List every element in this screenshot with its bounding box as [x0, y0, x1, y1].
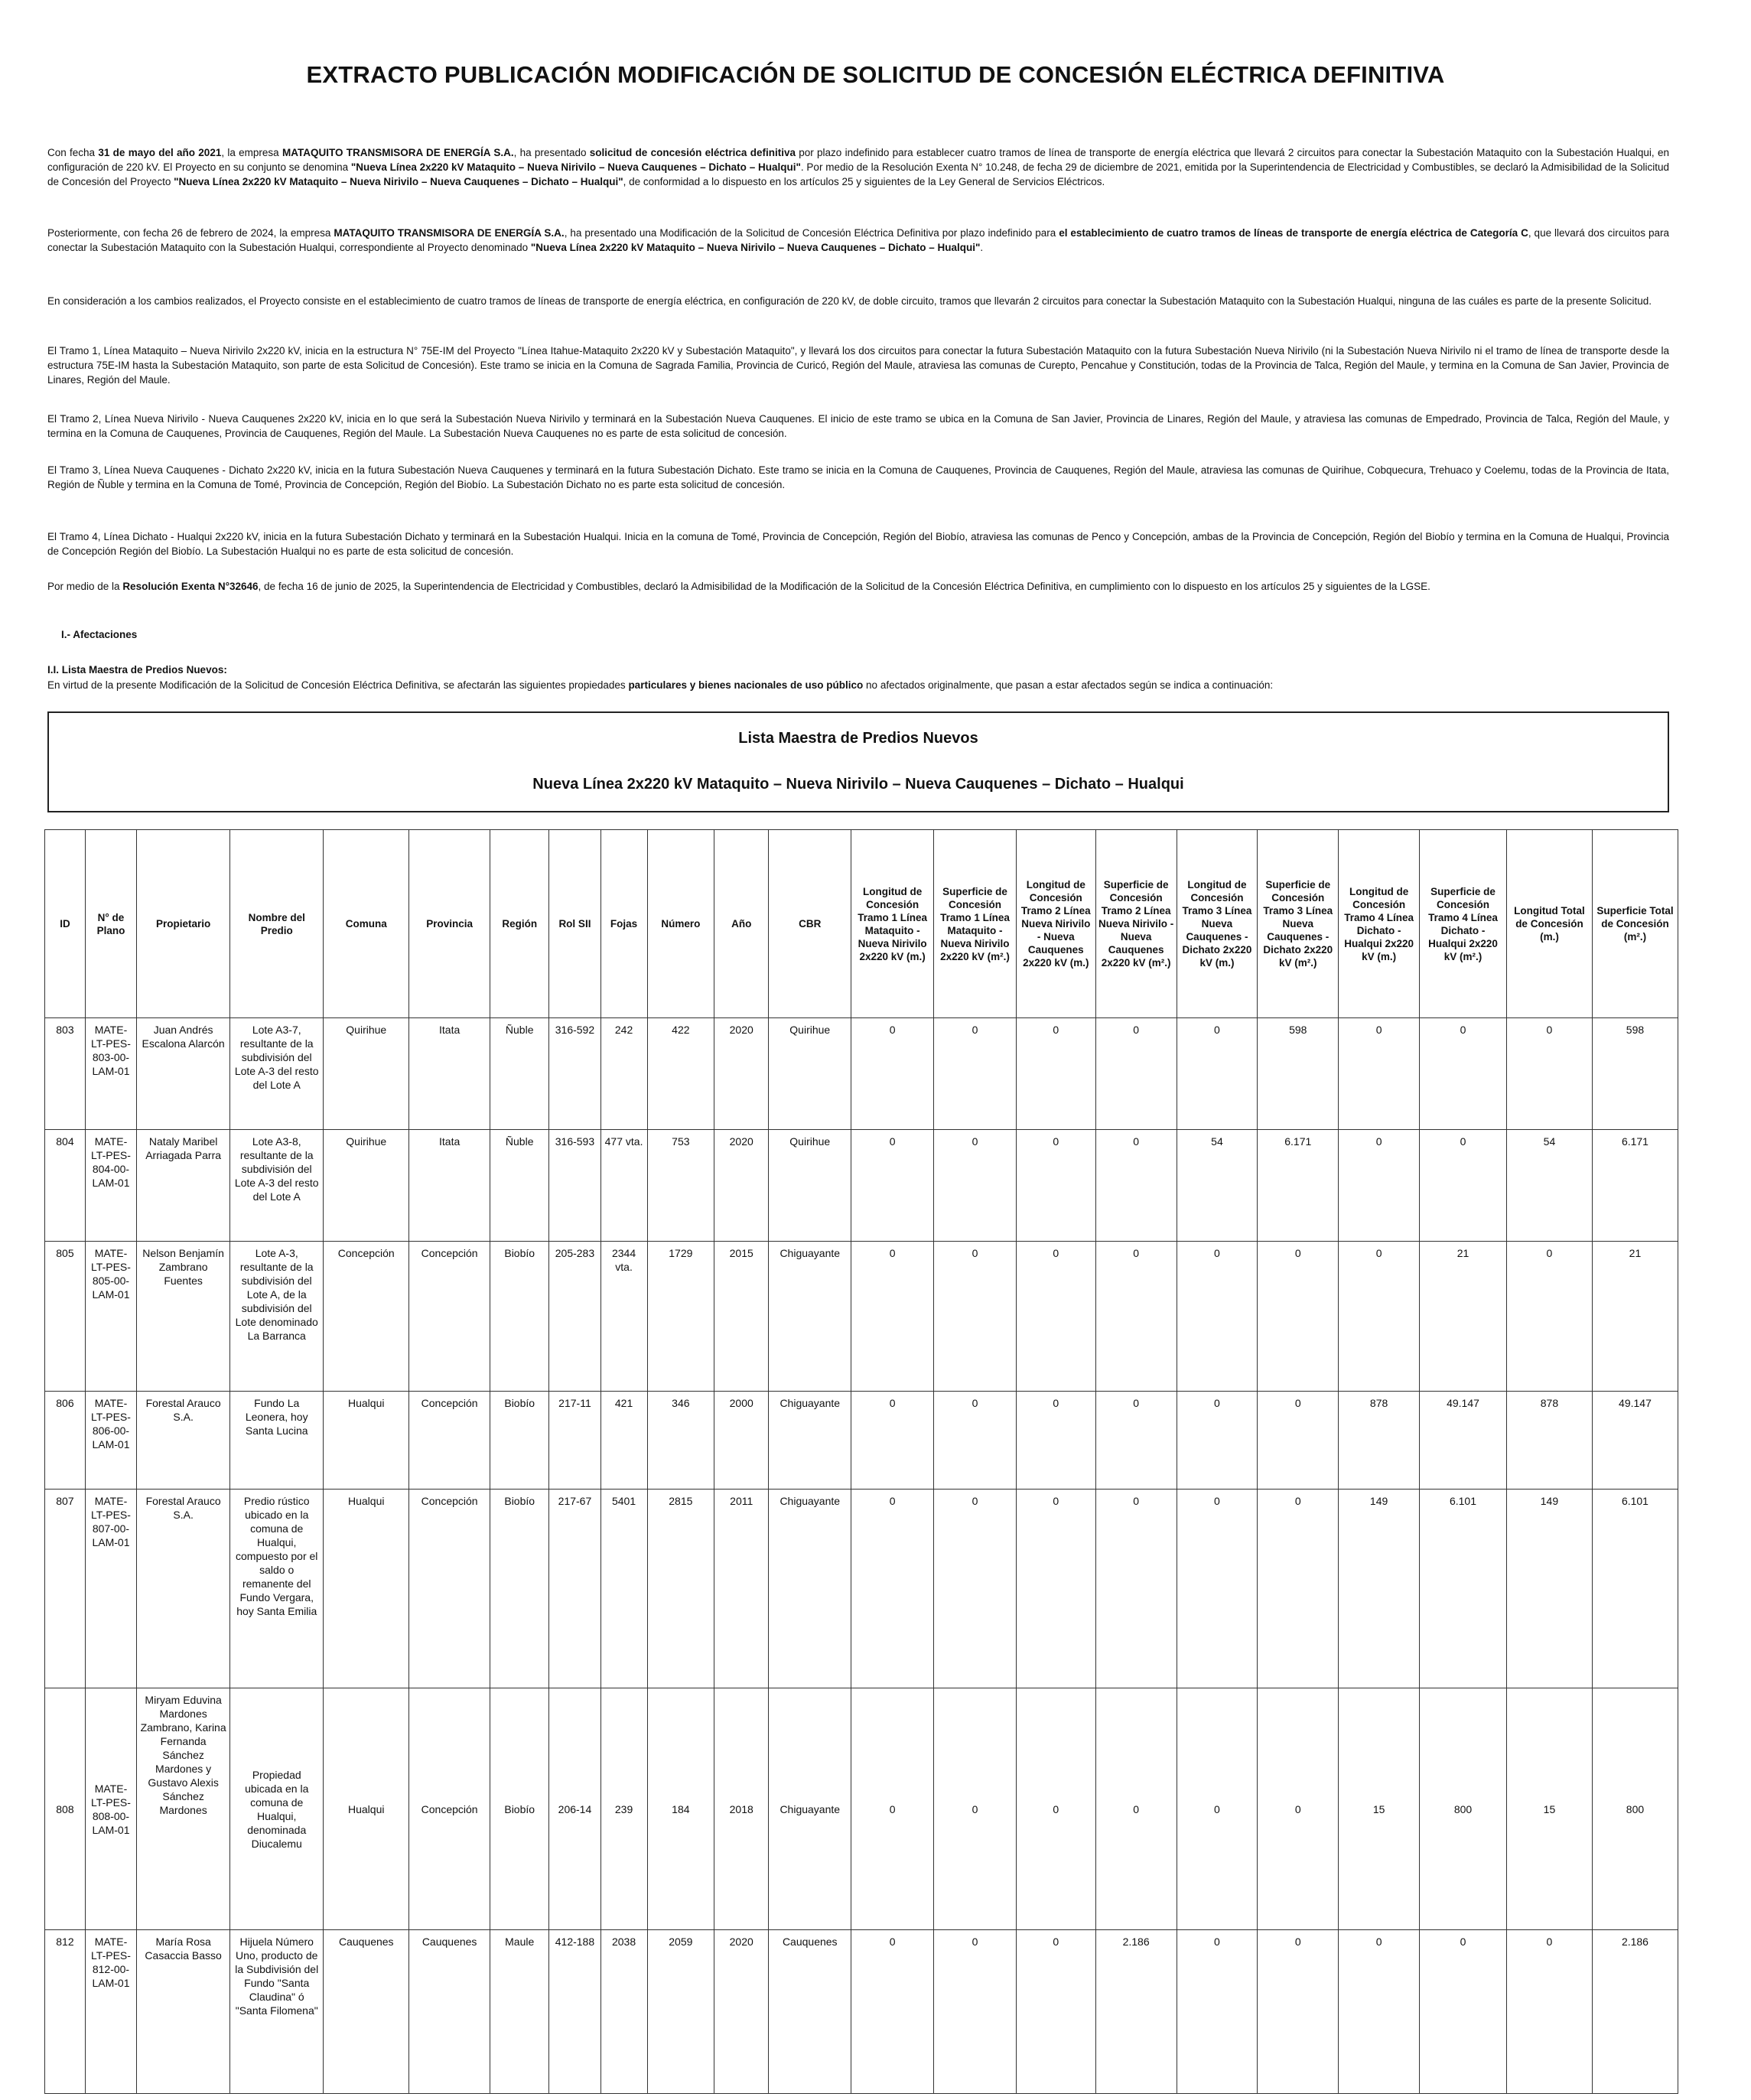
column-header: Longitud de Concesión Tramo 2 Línea Nueva Nirivilo - Nueva Cauquenes 2x220 kV (m.) — [1016, 830, 1095, 1018]
table-cell: Quirihue — [324, 1018, 409, 1130]
table-row — [45, 1018, 1678, 1130]
table-cell: 2000 — [714, 1392, 769, 1490]
document-title: EXTRACTO PUBLICACIÓN MODIFICACIÓN DE SOLICITUD DE CONCESIÓN ELÉCTRICA DEFINITIVA — [306, 61, 1445, 88]
table-cell: 0 — [1420, 1930, 1507, 2094]
table-row — [45, 1688, 1678, 1930]
table-cell: Itata — [409, 1018, 490, 1130]
table-cell: 0 — [934, 1930, 1017, 2094]
column-header: Longitud de Concesión Tramo 3 Línea Nueva Cauquenes - Dichato 2x220 kV (m.) — [1177, 830, 1258, 1018]
table-cell: Fundo La Leonera, hoy Santa Lucina — [230, 1392, 324, 1490]
table-cell: 0 — [1016, 1242, 1095, 1392]
table-cell: 0 — [1420, 1130, 1507, 1242]
table-cell: 2020 — [714, 1930, 769, 2094]
table-cell: Concepción — [324, 1242, 409, 1392]
table-cell: 2.186 — [1095, 1930, 1177, 2094]
table-cell: 598 — [1258, 1018, 1339, 1130]
table-cell: 149 — [1506, 1490, 1592, 1688]
column-header: Superficie de Concesión Tramo 1 Línea Mataquito - Nueva Nirivilo 2x220 kV (m².) — [934, 830, 1017, 1018]
afectaciones-heading: I.- Afectaciones — [61, 629, 138, 640]
table-cell: 0 — [1339, 1130, 1420, 1242]
table-cell: 0 — [1095, 1392, 1177, 1490]
table-cell: 0 — [1258, 1490, 1339, 1688]
table-cell: 0 — [1420, 1018, 1507, 1130]
table-cell: Biobío — [490, 1392, 549, 1490]
table-cell: 21 — [1420, 1242, 1507, 1392]
table-cell: 0 — [934, 1130, 1017, 1242]
table-cell: 0 — [851, 1018, 934, 1130]
column-header: Rol SII — [549, 830, 600, 1018]
table-cell: Cauquenes — [324, 1930, 409, 2094]
table-cell: Ñuble — [490, 1018, 549, 1130]
table-cell: Concepción — [409, 1490, 490, 1688]
paragraph-2: Posteriormente, con fecha 26 de febrero de 2024, la empresa MATAQUITO TRANSMISORA DE ENERGÍA S.A., ha presentado una Modificación de la Solicitud de Concesión Eléctrica Definitiva por plazo indefinido para el establecimiento de cuatro tramos de líneas de transporte de energía eléctrica de Categoría C, que llevará dos circuitos para conectar la Subestación Mataquito con la Subestación Hualqui, correspondiente al Proyecto denominado "Nueva Línea 2x220 kV Mataquito – Nueva Nirivilo – Nueva Cauquenes – Dichato – Hualqui". — [47, 227, 1669, 253]
paragraph-tramo-3: El Tramo 3, Línea Nueva Cauquenes - Dichato 2x220 kV, inicia en la futura Subestación Nueva Cauquenes y terminará en la futura Subestación Dichato. Este tramo se inicia en la Comuna de Cauquenes, Provincia de Cauquenes, Región del Maule, atraviesa las comunas de Quirihue, Cobquecura, Trehuaco y Coelemu, todas de la Provincia de Itata, Región de Ñuble y termina en la Comuna de Tomé, Provincia de Concepción, Región del Biobío. La Subestación Dichato no es parte esta solicitud de concesión. — [47, 464, 1669, 490]
column-header: Longitud de Concesión Tramo 4 Línea Dichato - Hualqui 2x220 kV (m.) — [1339, 830, 1420, 1018]
table-cell: 0 — [1095, 1130, 1177, 1242]
table-cell: 0 — [1258, 1242, 1339, 1392]
column-header: CBR — [769, 830, 851, 1018]
column-header: Comuna — [324, 830, 409, 1018]
column-header: Superficie de Concesión Tramo 4 Línea Dichato - Hualqui 2x220 kV (m².) — [1420, 830, 1507, 1018]
table-cell: Predio rústico ubicado en la comuna de Hualqui, compuesto por el saldo o remanente del Fundo Vergara, hoy Santa Emilia — [230, 1490, 324, 1688]
table-cell: 0 — [1016, 1490, 1095, 1688]
table-cell: MATE-LT-PES-808-00-LAM-01 — [85, 1688, 136, 1930]
table-cell: 2020 — [714, 1130, 769, 1242]
table-cell: MATE-LT-PES-803-00-LAM-01 — [85, 1018, 136, 1130]
table-cell: 316-593 — [549, 1130, 600, 1242]
table-cell: Chiguayante — [769, 1392, 851, 1490]
table-cell: Lote A3-7, resultante de la subdivisión del Lote A-3 del resto del Lote A — [230, 1018, 324, 1130]
column-header: ID — [45, 830, 86, 1018]
table-cell: Miryam Eduvina Mardones Zambrano, Karina Fernanda Sánchez Mardones y Gustavo Alexis Sánchez Mardones — [137, 1688, 230, 1930]
table-cell: 0 — [1177, 1490, 1258, 1688]
table-cell: Concepción — [409, 1392, 490, 1490]
table-cell: Forestal Arauco S.A. — [137, 1490, 230, 1688]
column-header: Longitud de Concesión Tramo 1 Línea Mataquito - Nueva Nirivilo 2x220 kV (m.) — [851, 830, 934, 1018]
table-cell: 0 — [851, 1930, 934, 2094]
table-cell: Hijuela Número Uno, producto de la Subdivisión del Fundo "Santa Claudina" ó "Santa Filomena" — [230, 1930, 324, 2094]
table-cell: 316-592 — [549, 1018, 600, 1130]
column-header: Nombre del Predio — [230, 830, 324, 1018]
paragraph-afectacion: En virtud de la presente Modificación de la Solicitud de Concesión Eléctrica Definitiva, se afectarán las siguientes propiedades particulares y bienes nacionales de uso público no afectados originalmente, que pasan a estar afectados según se indica a continuación: — [47, 679, 1274, 691]
table-cell: 2.186 — [1592, 1930, 1678, 2094]
table-cell: 206-14 — [549, 1688, 600, 1930]
table-cell: 0 — [934, 1392, 1017, 1490]
table-cell: Ñuble — [490, 1130, 549, 1242]
table-cell: 2344 vta. — [600, 1242, 647, 1392]
table-cell: 800 — [1420, 1688, 1507, 1930]
table-cell: 239 — [600, 1688, 647, 1930]
table-cell: 0 — [1339, 1930, 1420, 2094]
table-cell: Biobío — [490, 1490, 549, 1688]
paragraph-tramo-4: El Tramo 4, Línea Dichato - Hualqui 2x220 kV, inicia en la futura Subestación Dichato y terminará en la Subestación Hualqui. Inicia en la comuna de Tomé, Provincia de Concepción, Región del Biobío, atraviesa las comunas de Penco y Concepción, ambas de la Provincia de Concepción, Región del Biobío y termina en la Comuna de Hualqui, Provincia de Concepción Región del Biobío. La Subestación Hualqui no es parte de esta solicitud de concesión. — [47, 531, 1669, 557]
table-cell: Concepción — [409, 1688, 490, 1930]
table-cell: 54 — [1177, 1130, 1258, 1242]
table-cell: 346 — [647, 1392, 714, 1490]
table-cell: 0 — [851, 1490, 934, 1688]
column-header: Superficie Total de Concesión (m².) — [1592, 830, 1678, 1018]
table-cell: 0 — [1258, 1688, 1339, 1930]
table-cell: 0 — [1177, 1392, 1258, 1490]
table-cell: Hualqui — [324, 1490, 409, 1688]
table-cell: 0 — [934, 1688, 1017, 1930]
table-cell: 15 — [1506, 1688, 1592, 1930]
table-cell: 0 — [934, 1018, 1017, 1130]
table-cell: 422 — [647, 1018, 714, 1130]
table-cell: 0 — [1016, 1018, 1095, 1130]
column-header: Año — [714, 830, 769, 1018]
column-header: Propietario — [137, 830, 230, 1018]
table-cell: Cauquenes — [409, 1930, 490, 2094]
table-cell: 807 — [45, 1490, 86, 1688]
table-cell: Maule — [490, 1930, 549, 2094]
table-cell: 2011 — [714, 1490, 769, 1688]
table-cell: 6.101 — [1592, 1490, 1678, 1688]
table-cell: 21 — [1592, 1242, 1678, 1392]
table-title: Lista Maestra de Predios Nuevos — [738, 730, 978, 747]
table-row — [45, 1490, 1678, 1688]
table-cell: 598 — [1592, 1018, 1678, 1130]
column-header: Superficie de Concesión Tramo 2 Línea Nueva Nirivilo - Nueva Cauquenes 2x220 kV (m².) — [1095, 830, 1177, 1018]
table-cell: 0 — [1095, 1490, 1177, 1688]
table-cell: Forestal Arauco S.A. — [137, 1392, 230, 1490]
column-header: Superficie de Concesión Tramo 3 Línea Nueva Cauquenes - Dichato 2x220 kV (m².) — [1258, 830, 1339, 1018]
table-cell: Quirihue — [324, 1130, 409, 1242]
table-cell: 2020 — [714, 1018, 769, 1130]
table-cell: Hualqui — [324, 1688, 409, 1930]
column-header: Longitud Total de Concesión (m.) — [1506, 830, 1592, 1018]
table-cell: 0 — [1258, 1392, 1339, 1490]
table-cell: 804 — [45, 1130, 86, 1242]
table-cell: 0 — [1258, 1930, 1339, 2094]
table-cell: Chiguayante — [769, 1688, 851, 1930]
table-cell: 0 — [1016, 1930, 1095, 2094]
table-cell: 0 — [1339, 1242, 1420, 1392]
table-cell: 0 — [1016, 1392, 1095, 1490]
table-cell: 0 — [934, 1490, 1017, 1688]
table-cell: 0 — [1506, 1018, 1592, 1130]
table-cell: Nataly Maribel Arriagada Parra — [137, 1130, 230, 1242]
lista-maestra-heading: I.I. Lista Maestra de Predios Nuevos: — [47, 664, 227, 676]
table-row — [45, 1930, 1678, 2094]
column-header: Fojas — [600, 830, 647, 1018]
paragraph-resolucion: Por medio de la Resolución Exenta N°32646, de fecha 16 de junio de 2025, la Superintendencia de Electricidad y Combustibles, declaró la Admisibilidad de la Modificación de la Solicitud de la Concesión Eléctrica Definitiva, en cumplimiento con lo dispuesto en los artículos 25 y siguientes de la LGSE. — [47, 581, 1430, 592]
table-cell: 2815 — [647, 1490, 714, 1688]
table-cell: Nelson Benjamín Zambrano Fuentes — [137, 1242, 230, 1392]
table-cell: 49.147 — [1420, 1392, 1507, 1490]
table-cell: 412-188 — [549, 1930, 600, 2094]
table-cell: 0 — [1095, 1018, 1177, 1130]
table-cell: 0 — [934, 1242, 1017, 1392]
column-header: Número — [647, 830, 714, 1018]
table-cell: 242 — [600, 1018, 647, 1130]
table-cell: 2059 — [647, 1930, 714, 2094]
table-cell: 0 — [1339, 1018, 1420, 1130]
table-cell: Lote A-3, resultante de la subdivisión del Lote A, de la subdivisión del Lote denominado La Barranca — [230, 1242, 324, 1392]
table-cell: María Rosa Casaccia Basso — [137, 1930, 230, 2094]
table-cell: 5401 — [600, 1490, 647, 1688]
table-cell: 0 — [1506, 1930, 1592, 2094]
table-cell: 0 — [1016, 1688, 1095, 1930]
table-cell: 6.101 — [1420, 1490, 1507, 1688]
table-cell: MATE-LT-PES-812-00-LAM-01 — [85, 1930, 136, 2094]
paragraph-1: Con fecha 31 de mayo del año 2021, la empresa MATAQUITO TRANSMISORA DE ENERGÍA S.A., ha presentado solicitud de concesión eléctrica definitiva por plazo indefinido para establecer cuatro tramos de línea de transporte de energía eléctrica que llevará 2 circuitos para conectar la Subestación Mataquito con la Subestación Hualqui, en configuración de 220 kV. El Proyecto en su conjunto se denomina "Nueva Línea 2x220 kV Mataquito – Nueva Nirivilo – Nueva Cauquenes – Dichato – Hualqui". Por medio de la Resolución Exenta N° 10.248, de fecha 29 de diciembre de 2021, emitida por la Superintendencia de Electricidad y Combustibles, se declaró la Admisibilidad de la Solicitud de Concesión del Proyecto "Nueva Línea 2x220 kV Mataquito – Nueva Nirivilo – Nueva Cauquenes – Dichato – Hualqui", de conformidad a lo dispuesto en los artículos 25 y siguientes de la Ley General de Servicios Eléctricos. — [47, 147, 1669, 187]
table-cell: Chiguayante — [769, 1242, 851, 1392]
paragraph-tramo-1: El Tramo 1, Línea Mataquito – Nueva Nirivilo 2x220 kV, inicia en la estructura N° 75E-IM del Proyecto "Línea Itahue-Mataquito 2x220 kV y Subestación Mataquito", y llevará los dos circuitos para conectar la futura Subestación Mataquito con la futura Subestación Nueva Nirivilo (ni la Subestación Nueva Nirivilo ni el tramo de línea de transporte desde la estructura 75E-IM hasta la Subestación Mataquito, son parte de esta Solicitud de Concesión). Este tramo se inicia en la Comuna de Sagrada Familia, Provincia de Curicó, Región del Maule, atraviesa las comunas de Curepto, Pencahue y Constitución, todas de la Provincia de Talca, Región del Maule, y termina en la Comuna de San Javier, Provincia de Linares, Región del Maule. — [47, 345, 1669, 386]
table-cell: 0 — [1506, 1242, 1592, 1392]
table-cell: 0 — [1095, 1688, 1177, 1930]
table-cell: 54 — [1506, 1130, 1592, 1242]
table-cell: 0 — [1095, 1242, 1177, 1392]
table-cell: 6.171 — [1592, 1130, 1678, 1242]
table-cell: 878 — [1339, 1392, 1420, 1490]
table-cell: 421 — [600, 1392, 647, 1490]
table-cell: 6.171 — [1258, 1130, 1339, 1242]
table-cell: 205-283 — [549, 1242, 600, 1392]
table-cell: Concepción — [409, 1242, 490, 1392]
table-cell: 808 — [45, 1688, 86, 1930]
table-cell: 753 — [647, 1130, 714, 1242]
table-title-box — [47, 711, 1669, 812]
table-cell: 2038 — [600, 1930, 647, 2094]
table-cell: 217-67 — [549, 1490, 600, 1688]
table-cell: Lote A3-8, resultante de la subdivisión del Lote A-3 del resto del Lote A — [230, 1130, 324, 1242]
table-cell: 1729 — [647, 1242, 714, 1392]
table-cell: 49.147 — [1592, 1392, 1678, 1490]
table-cell: 878 — [1506, 1392, 1592, 1490]
paragraph-tramo-2: El Tramo 2, Línea Nueva Nirivilo - Nueva Cauquenes 2x220 kV, inicia en lo que será la Subestación Nueva Nirivilo y terminará en la Subestación Nueva Cauquenes. El inicio de este tramo se ubica en la Comuna de San Javier, Provincia de Linares, Región del Maule, y atraviesa las comunas de Empedrado, Provincia de Talca, Región del Maule, y termina en la Comuna de Cauquenes, Provincia de Cauquenes, Región del Maule. La Subestación Nueva Cauquenes no es parte de esta solicitud de concesión. — [47, 413, 1669, 439]
table-cell: Juan Andrés Escalona Alarcón — [137, 1018, 230, 1130]
table-cell: 806 — [45, 1392, 86, 1490]
table-row — [45, 1130, 1678, 1242]
table-cell: 2015 — [714, 1242, 769, 1392]
table-cell: 0 — [1016, 1130, 1095, 1242]
predios-table — [44, 829, 1678, 2094]
table-cell: MATE-LT-PES-806-00-LAM-01 — [85, 1392, 136, 1490]
table-cell: 217-11 — [549, 1392, 600, 1490]
table-cell: Quirihue — [769, 1130, 851, 1242]
table-cell: 0 — [851, 1130, 934, 1242]
table-cell: 805 — [45, 1242, 86, 1392]
table-cell: 0 — [851, 1242, 934, 1392]
column-header: N° de Plano — [85, 830, 136, 1018]
table-cell: 2018 — [714, 1688, 769, 1930]
table-row — [45, 1392, 1678, 1490]
table-cell: MATE-LT-PES-805-00-LAM-01 — [85, 1242, 136, 1392]
column-header: Región — [490, 830, 549, 1018]
table-cell: 803 — [45, 1018, 86, 1130]
table-cell: 0 — [851, 1392, 934, 1490]
column-header: Provincia — [409, 830, 490, 1018]
table-cell: 149 — [1339, 1490, 1420, 1688]
paragraph-3: En consideración a los cambios realizados, el Proyecto consiste en el establecimiento de cuatro tramos de líneas de transporte de energía eléctrica, en configuración de 220 kV, de doble circuito, tramos que llevarán 2 circuitos para conectar la Subestación Mataquito con la Subestación Hualqui, ninguna de las cuáles es parte de la presente Solicitud. — [47, 295, 1652, 307]
table-row — [45, 1242, 1678, 1392]
table-cell: 812 — [45, 1930, 86, 2094]
table-cell: Biobío — [490, 1242, 549, 1392]
table-cell: 15 — [1339, 1688, 1420, 1930]
table-cell: 184 — [647, 1688, 714, 1930]
table-cell: Itata — [409, 1130, 490, 1242]
table-cell: Propiedad ubicada en la comuna de Hualqui, denominada Diucalemu — [230, 1688, 324, 1930]
table-cell: 0 — [1177, 1018, 1258, 1130]
table-cell: Biobío — [490, 1688, 549, 1930]
table-cell: 0 — [1177, 1930, 1258, 2094]
table-cell: 0 — [851, 1688, 934, 1930]
table-cell: Hualqui — [324, 1392, 409, 1490]
table-cell: Cauquenes — [769, 1930, 851, 2094]
table-cell: 0 — [1177, 1688, 1258, 1930]
table-cell: MATE-LT-PES-807-00-LAM-01 — [85, 1490, 136, 1688]
table-cell: MATE-LT-PES-804-00-LAM-01 — [85, 1130, 136, 1242]
table-cell: 0 — [1177, 1242, 1258, 1392]
table-cell: 477 vta. — [600, 1130, 647, 1242]
table-subtitle: Nueva Línea 2x220 kV Mataquito – Nueva Nirivilo – Nueva Cauquenes – Dichato – Hualqui — [532, 776, 1184, 793]
table-cell: Chiguayante — [769, 1490, 851, 1688]
table-cell: 800 — [1592, 1688, 1678, 1930]
table-cell: Quirihue — [769, 1018, 851, 1130]
table-header-row — [45, 830, 1678, 1018]
